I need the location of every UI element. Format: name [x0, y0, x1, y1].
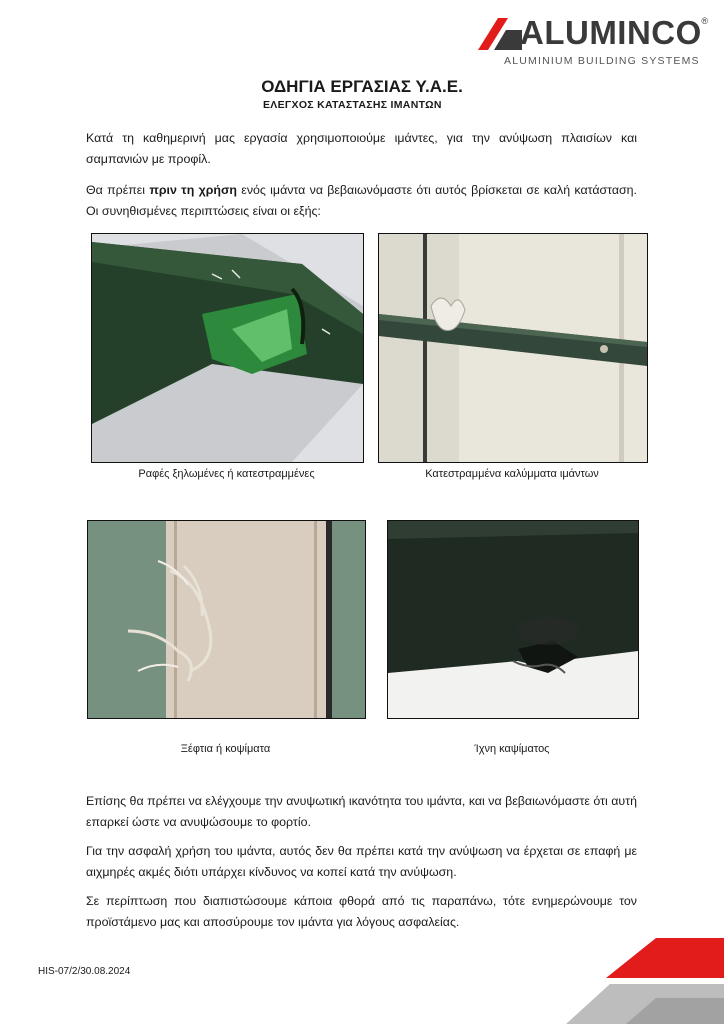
intro-paragraph: Κατά τη καθημερινή μας εργασία χρησιμοποιούμε ιμάντες, για την ανύψωση πλαισίων και σαμπανιών με προφίλ. — [86, 131, 637, 166]
document-title: ΟΔΗΓΙΑ ΕΡΓΑΣΙΑΣ Υ.Α.Ε. — [261, 77, 463, 96]
check-text-end: ενός ιμάντα να βεβαιωνόμαστε ότι αυτός βρίσκεται σε καλή κατάσταση. Οι συνηθισμένες περιπτώσεις είναι οι εξής: — [86, 183, 637, 218]
capacity-paragraph: Επίσης θα πρέπει να ελέγχουμε την ανυψωτική ικανότητα του ιμάντα, και να βεβαιωνόμαστε ότι αυτή επαρκεί ώστε να ανυψώσουμε το φορτίο. — [86, 794, 637, 829]
caption-damaged-covers: Κατεστραμμένα καλύμματα ιμάντων — [425, 468, 599, 480]
logo-tagline: ALUMINIUM BUILDING SYSTEMS — [504, 55, 700, 67]
caption-burn-marks: Ίχνη καψίματος — [474, 743, 550, 755]
logo-mark-icon — [478, 16, 522, 52]
aluminco-logo — [478, 14, 710, 68]
document-code: HIS-07/2/30.08.2024 — [38, 966, 131, 977]
corner-decoration-icon — [546, 938, 724, 1024]
caption-broken-seams: Ραφές ξηλωμένες ή κατεστραμμένες — [138, 468, 315, 480]
photo-burn-marks — [387, 520, 639, 719]
check-text-emphasis: πριν τη χρήση — [149, 183, 237, 197]
damage-paragraph: Σε περίπτωση που διαπιστώσουμε κάποια φθορά από τις παραπάνω, τότε ενημερώνουμε τον προϊστάμενο μας και αποσύρουμε τον ιμάντα για λόγους ασφαλείας. — [86, 894, 637, 929]
safe-use-paragraph: Για την ασφαλή χρήση του ιμάντα, αυτός δεν θα πρέπει κατά την ανύψωση να έρχεται σε επαφή με αιχμηρές ακμές διότι υπάρχει κίνδυνος να κοπεί κατά την ανύψωση. — [86, 844, 637, 879]
logo-registered-mark: ® — [701, 16, 708, 26]
document-subtitle: ΕΛΕΓΧΟΣ ΚΑΤΑΣΤΑΣΗΣ ΙΜΑΝΤΩΝ — [263, 99, 442, 111]
caption-frays-cuts: Ξέφτια ή κοψίματα — [180, 743, 271, 755]
check-paragraph — [86, 180, 637, 222]
check-text-start: Θα πρέπει — [86, 183, 150, 197]
logo-wordmark: ALUMINCO — [520, 14, 702, 51]
photo-broken-seams — [91, 233, 364, 463]
photo-frays-cuts — [87, 520, 366, 719]
photo-damaged-covers — [378, 233, 648, 463]
